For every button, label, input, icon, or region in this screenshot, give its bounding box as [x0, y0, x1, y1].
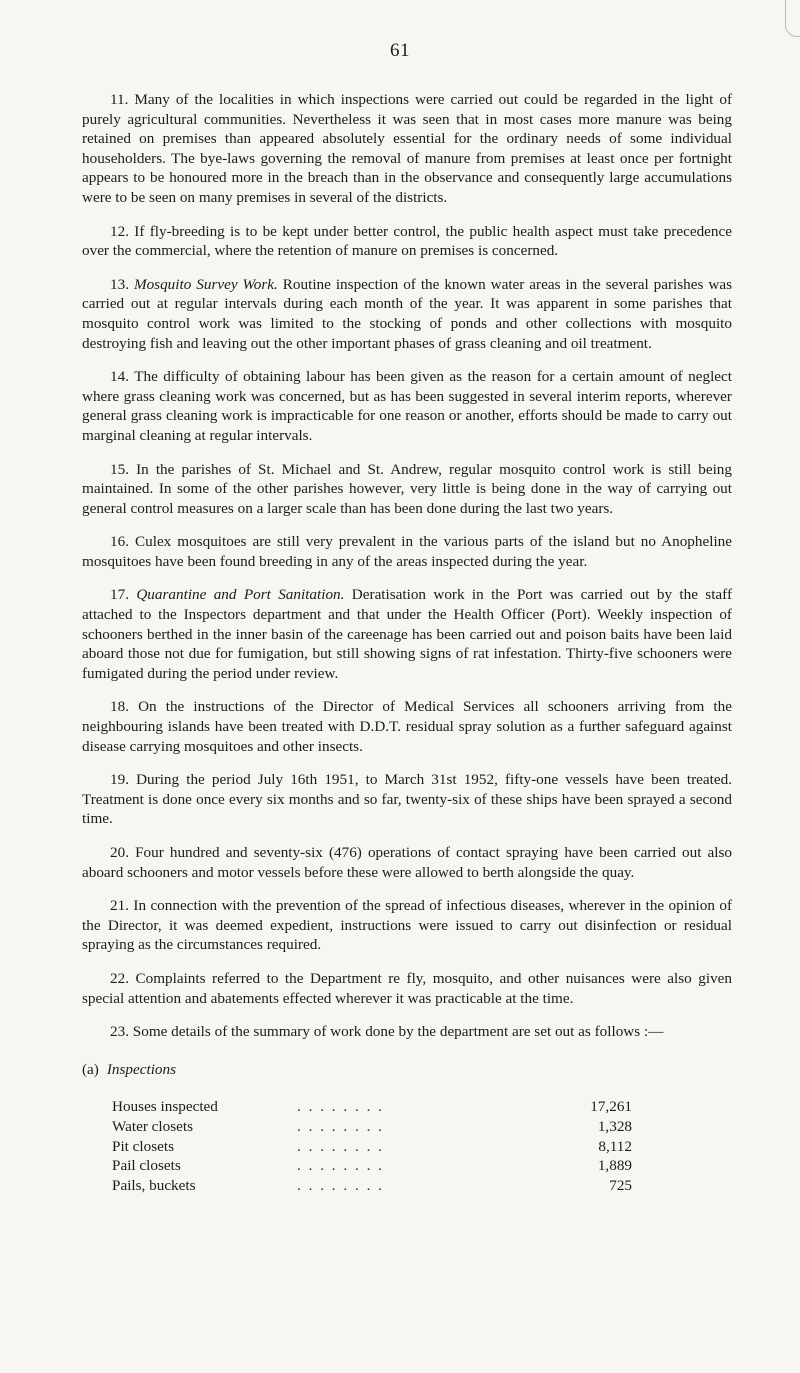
row-value: 1,889 — [597, 1157, 632, 1175]
paragraph-number: 18. — [110, 698, 129, 716]
paragraph-heading: Quarantine and Port Sanitation. — [136, 586, 345, 604]
dot-leader: . . . . . . . . — [297, 1137, 384, 1155]
paragraph-number: 23. — [110, 1023, 129, 1041]
paragraph-13 — [82, 275, 732, 353]
paragraph-19 — [82, 770, 732, 829]
paragraph-text: Culex mosquitoes are still very prevalent in the various parts of the island but no Anopheline mosquitoes have been found breeding in any of the areas inspected during the year. — [82, 533, 733, 570]
paragraph-text: The difficulty of obtaining labour has been given as the reason for a certain amount of neglect where grass cleaning work was concerned, but as has been suggested in several interim reports, wherever general grass cleaning work is impracticable for one reason or another, efforts should be made to carry out marginal cleaning at regular intervals. — [82, 368, 732, 444]
table-row — [112, 1097, 632, 1117]
paragraph-number: 17. — [110, 586, 129, 604]
paragraph-text: During the period July 16th 1951, to March 31st 1952, fifty-one vessels have been treated. Treatment is done once every six months and so far, twenty-six of these ships have been sprayed a second time. — [82, 771, 733, 828]
inspections-heading — [82, 1060, 732, 1080]
row-label: Pails, buckets — [112, 1176, 196, 1194]
paragraph-heading: Mosquito Survey Work. — [133, 275, 278, 293]
paragraph-number: 11. — [110, 91, 129, 108]
dot-leader: . . . . . . . . — [297, 1157, 384, 1175]
paragraph-text: Many of the localities in which inspections were carried out could be regarded in the light of purely agricultural communities. Nevertheless it was seen that in most cases more manure was being retained on premises than appeared absolutely essential for the ordinary needs of some individual householders. The bye-laws governing the removal of manure from premises at least once per fortnight appears to be honoured more in the breach than in the observance and consequently large accumulations were to be seen on many premises in several of the districts. — [82, 91, 732, 206]
row-value: 1,328 — [597, 1117, 632, 1135]
page-corner-fold — [785, 0, 800, 37]
paragraph-text: Deratisation work in the Port was carried out by the staff attached to the Inspectors department and that under the Health Officer (Port). Weekly inspection of schooners berthed in the inner basin of the careenage has been carried out and poison baits have been laid aboard those not due for fumigation, but still showing signs of rat infestation. Thirty-five schooners were fumigated during the period under review. — [82, 586, 733, 682]
dot-leader: . . . . . . . . — [297, 1176, 384, 1194]
page-body — [82, 90, 732, 1195]
paragraph-22 — [82, 969, 732, 1008]
inspections-table — [112, 1097, 632, 1195]
dot-leader: . . . . . . . . — [297, 1117, 384, 1135]
page-number: 61 — [390, 40, 410, 61]
paragraph-11 — [82, 90, 732, 208]
row-value: 725 — [609, 1176, 632, 1194]
table-row — [112, 1137, 632, 1157]
table-row — [112, 1176, 632, 1196]
row-label: Pail closets — [112, 1157, 181, 1175]
paragraph-15 — [82, 460, 732, 519]
paragraph-21 — [82, 896, 732, 955]
paragraph-number: 13. — [110, 275, 129, 293]
paragraph-text: Routine inspection of the known water areas in the several parishes was carried out at regular intervals during each month of the year. It was apparent in some parishes that mosquito control work was limited to the stocking of ponds and other collections with mosquito destroying fish and leaving out the other important phases of grass cleaning and oil treatment. — [82, 275, 732, 352]
inspections-letter: (a) — [82, 1060, 99, 1078]
paragraph-text: Complaints referred to the Department re fly, mosquito, and other nuisances were also given special attention and abatements effected wherever it was practicable at the time. — [82, 969, 733, 1007]
row-value: 8,112 — [598, 1137, 632, 1155]
paragraph-number: 22. — [110, 969, 129, 987]
paragraph-23 — [82, 1022, 732, 1042]
inspections-title: Inspections — [106, 1060, 177, 1078]
paragraph-20 — [82, 843, 732, 882]
paragraph-number: 20. — [110, 844, 129, 861]
table-row — [112, 1156, 632, 1176]
paragraph-text: Four hundred and seventy-six (476) operations of contact spraying have been carried out also aboard schooners and motor vessels before these were allowed to berth alongside the quay. — [82, 844, 733, 881]
table-row — [112, 1117, 632, 1137]
paragraph-text: Some details of the summary of work done by the department are set out as follows :— — [132, 1023, 664, 1041]
paragraph-number: 12. — [110, 222, 129, 240]
paragraph-number: 15. — [110, 460, 129, 478]
paragraph-16 — [82, 532, 732, 571]
paragraph-text: If fly-breeding is to be kept under better control, the public health aspect must take precedence over the commercial, where the retention of manure on premises is concerned. — [82, 222, 732, 260]
paragraph-number: 19. — [110, 771, 129, 789]
paragraph-14 — [82, 367, 732, 445]
row-value: 17,261 — [590, 1098, 632, 1116]
paragraph-18 — [82, 697, 732, 756]
paragraph-number: 14. — [110, 368, 129, 386]
row-label: Water closets — [112, 1117, 194, 1135]
paragraph-list — [82, 90, 732, 1042]
paragraph-text: In the parishes of St. Michael and St. Andrew, regular mosquito control work is still being maintained. In some of the other parishes however, very little is being done in the way of carrying out general control measures on a larger scale than has been done during the last two years. — [82, 460, 732, 517]
dot-leader: . . . . . . . . — [297, 1098, 384, 1116]
row-label: Houses inspected — [112, 1098, 218, 1116]
paragraph-17 — [82, 585, 732, 683]
paragraph-text: On the instructions of the Director of Medical Services all schooners arriving from the neighbouring islands have been treated with D.D.T. residual spray solution as a further safeguard against disease carrying mosquitoes and other insects. — [82, 698, 732, 755]
paragraph-12 — [82, 222, 732, 261]
row-label: Pit closets — [112, 1137, 175, 1155]
paragraph-text: In connection with the prevention of the spread of infectious diseases, wherever in the opinion of the Director, it was deemed expedient, instructions were issued to carry out disinfection or residual spraying as the circumstances required. — [82, 897, 733, 954]
paragraph-number: 21. — [110, 897, 129, 915]
paragraph-number: 16. — [110, 533, 129, 551]
